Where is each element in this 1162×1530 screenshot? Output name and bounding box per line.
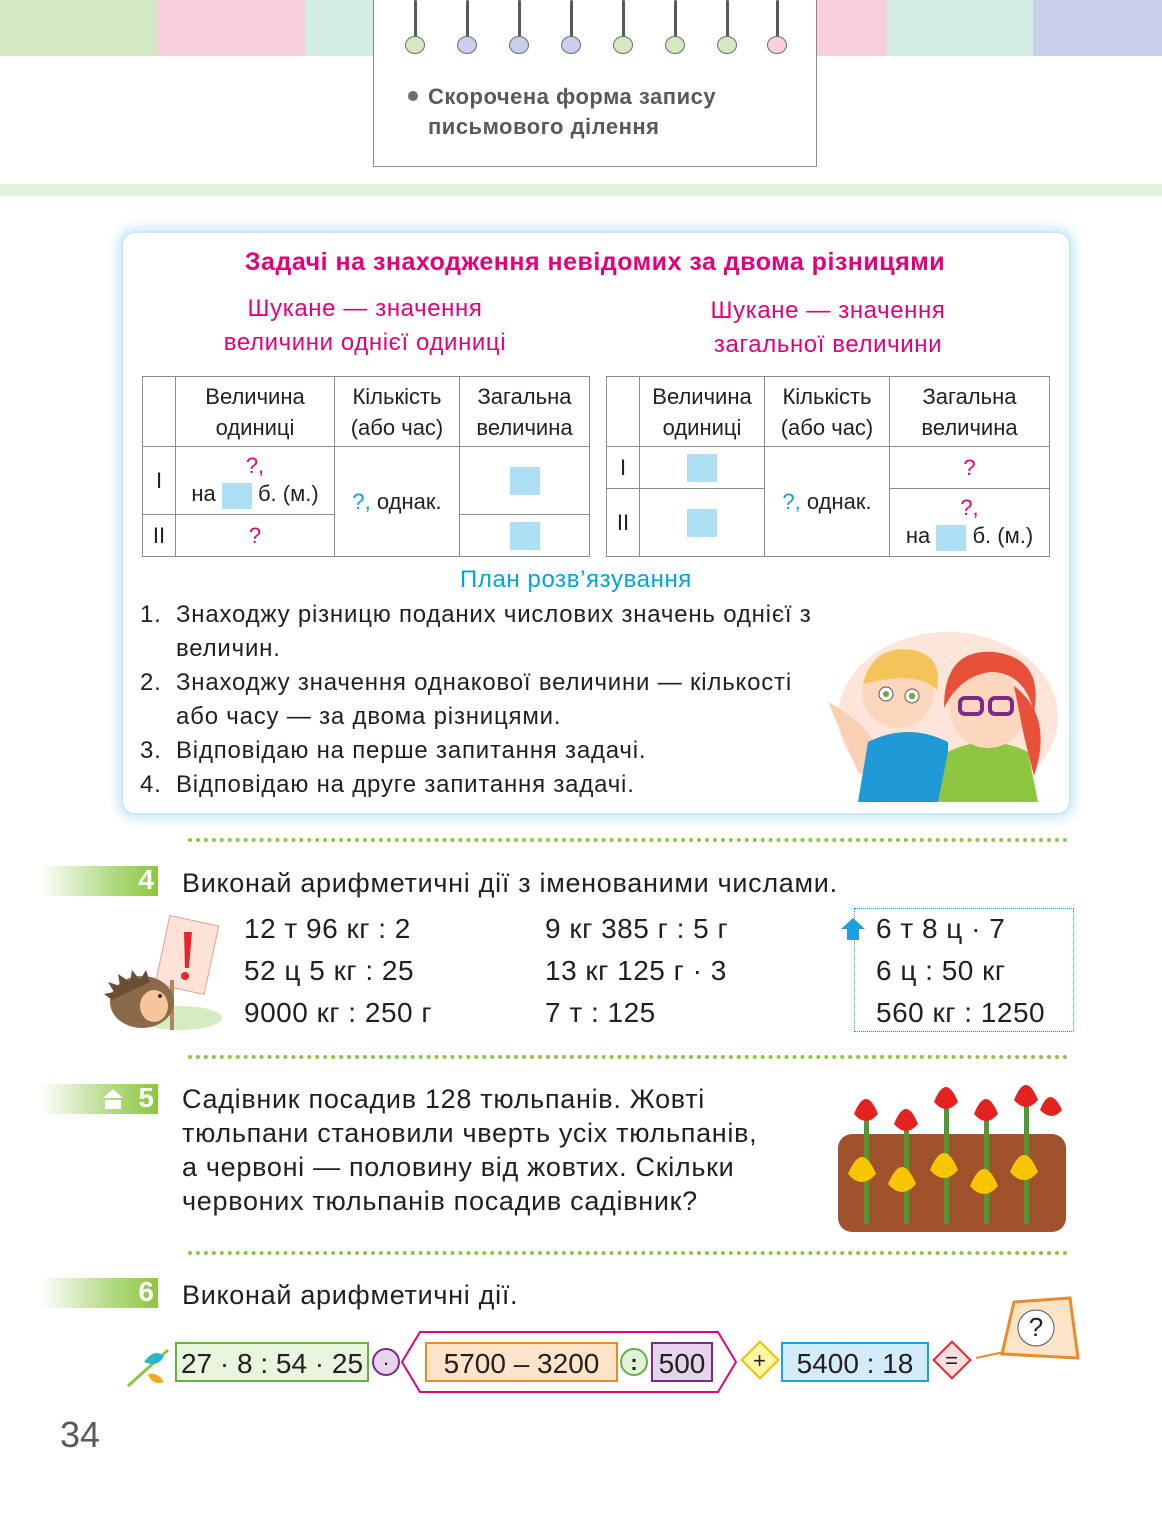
blank-square bbox=[687, 454, 717, 482]
blank-square bbox=[687, 509, 717, 537]
chain-operator-2: : bbox=[620, 1348, 648, 1376]
ex5-line: а червоні — половину від жовтих. Скільки bbox=[182, 1152, 735, 1182]
ring-icon bbox=[404, 0, 426, 60]
exercise-number-tab bbox=[40, 866, 158, 896]
page-number: 34 bbox=[60, 1414, 101, 1455]
ex5-line: тюльпани становили чверть усіх тюльпанів, bbox=[182, 1118, 758, 1148]
header-total: Загальна величина bbox=[890, 377, 1050, 447]
dotted-separator bbox=[188, 1055, 1068, 1059]
ring-icon bbox=[612, 0, 634, 60]
row1-total-cell bbox=[460, 447, 590, 515]
left-subtitle bbox=[150, 292, 580, 360]
topic-text bbox=[408, 82, 798, 142]
plan-item: 4. Відповідаю на друге запитання задачі. bbox=[140, 771, 635, 798]
calc-item: 13 кг 125 г · 3 bbox=[545, 955, 727, 986]
ex5-line: Садівник посадив 128 тюльпанів. Жовті bbox=[182, 1084, 706, 1114]
plan-item: 2. Знаходжу значення однакової величини — кількості або часу — за двома різницями. bbox=[140, 669, 792, 730]
row1-unit-cell bbox=[176, 447, 335, 515]
count-cell bbox=[335, 447, 460, 557]
count-text: однак. bbox=[806, 488, 872, 514]
header-band-1 bbox=[0, 0, 157, 56]
dotted-separator bbox=[188, 838, 1068, 842]
ring-icon bbox=[664, 0, 686, 60]
row2-total-cell bbox=[890, 489, 1050, 557]
topic-card bbox=[373, 0, 817, 167]
header-band-5 bbox=[815, 0, 887, 56]
header-band-6 bbox=[887, 0, 1033, 56]
calc-column-2 bbox=[545, 908, 728, 1034]
na-text: на bbox=[905, 523, 931, 549]
calc-item: 12 т 96 кг : 2 bbox=[244, 913, 411, 944]
calc-item: 560 кг : 1250 bbox=[876, 997, 1046, 1028]
hedgehog-sign-illustration bbox=[100, 910, 222, 1036]
bullet-icon bbox=[408, 91, 418, 101]
header-band-7 bbox=[1033, 0, 1162, 56]
chain-operator-4 bbox=[932, 1340, 972, 1380]
header-unit: Величина одиниці bbox=[640, 377, 765, 447]
plan-item: 3. Відповідаю на перше запитання задачі. bbox=[140, 737, 647, 764]
home-icon bbox=[102, 1088, 124, 1110]
topic-line-2: письмового ділення bbox=[428, 114, 660, 139]
calc-column-3 bbox=[876, 908, 1045, 1034]
row2-unit-cell: ? bbox=[176, 515, 335, 557]
b-m-text: б. (м.) bbox=[257, 481, 319, 507]
header-band-2 bbox=[157, 0, 305, 56]
row2-total-cell bbox=[460, 515, 590, 557]
question-mark: ?, bbox=[245, 453, 265, 479]
plan-item: 1. Знаходжу різницю поданих числових значень однієї з величин. bbox=[140, 601, 812, 662]
left-subtitle-line-1: Шукане — значення bbox=[247, 295, 483, 322]
right-subtitle-line-2: загальної величини bbox=[713, 331, 943, 358]
na-text: на bbox=[191, 481, 216, 507]
ex5-line: червоних тюльпанів посадив садівник? bbox=[182, 1186, 698, 1216]
count-cell bbox=[765, 447, 890, 557]
b-m-text: б. (м.) bbox=[972, 523, 1034, 549]
kite-tail-icon bbox=[124, 1340, 174, 1390]
header-total: Загальна величина bbox=[460, 377, 590, 447]
ring-icon bbox=[456, 0, 478, 60]
chain-operator-1: · bbox=[372, 1348, 400, 1376]
exercise-number: 6 bbox=[138, 1276, 154, 1307]
chain-operator-3 bbox=[740, 1340, 780, 1380]
plus-sign: + bbox=[752, 1347, 766, 1373]
right-table bbox=[606, 376, 1050, 557]
header-band-3 bbox=[305, 0, 375, 56]
header-divider bbox=[0, 184, 1162, 196]
ring-icon bbox=[766, 0, 788, 60]
row2-unit-cell bbox=[640, 489, 765, 557]
ring-icon bbox=[560, 0, 582, 60]
up-arrow-icon bbox=[840, 916, 866, 942]
exercise-number: 4 bbox=[138, 864, 154, 895]
row-label: I bbox=[607, 447, 640, 489]
right-subtitle bbox=[612, 294, 1044, 362]
question-mark: ?, bbox=[782, 488, 801, 514]
dotted-separator bbox=[188, 1251, 1068, 1255]
blank-square bbox=[936, 525, 966, 551]
ring-icon bbox=[508, 0, 530, 60]
exercise-number-tab bbox=[40, 1278, 158, 1308]
row-label: II bbox=[143, 515, 176, 557]
calc-item: 6 ц : 50 кг bbox=[876, 955, 1006, 986]
header-count: Кількість (або час) bbox=[335, 377, 460, 447]
left-subtitle-line-2: величини однієї одиниці bbox=[223, 329, 507, 356]
kite-question: ? bbox=[1028, 1312, 1044, 1342]
chain-box-3: 500 bbox=[651, 1342, 713, 1382]
topic-line-1: Скорочена форма запису bbox=[428, 84, 717, 109]
chain-box-2: 5700 – 3200 bbox=[425, 1342, 618, 1382]
equals-sign: = bbox=[944, 1347, 958, 1373]
question-mark: ?, bbox=[352, 488, 371, 514]
row1-unit-cell bbox=[640, 447, 765, 489]
row1-total-cell: ? bbox=[890, 447, 1050, 489]
exercise-number-tab bbox=[40, 1084, 158, 1114]
blank-square bbox=[510, 522, 540, 550]
header-count: Кількість (або час) bbox=[765, 377, 890, 447]
left-table bbox=[142, 376, 590, 557]
rule-title: Задачі на знаходження невідомих за двома різницями bbox=[244, 248, 946, 276]
tulips-illustration bbox=[834, 1074, 1070, 1236]
row-label: II bbox=[607, 489, 640, 557]
exercise-number: 5 bbox=[138, 1082, 154, 1113]
count-text: однак. bbox=[376, 488, 442, 514]
calc-column-1 bbox=[244, 908, 432, 1034]
exercise-4-text: Виконай арифметичні дії з іменованими числами. bbox=[182, 868, 838, 898]
chain-box-4: 5400 : 18 bbox=[781, 1342, 929, 1382]
header-unit: Величина одиниці bbox=[176, 377, 335, 447]
question-mark: ?, bbox=[960, 495, 979, 521]
calc-item: 9000 кг : 250 г bbox=[244, 997, 433, 1028]
chain-box-1: 27 · 8 : 54 · 25 bbox=[175, 1342, 369, 1382]
calc-item: 7 т : 125 bbox=[545, 997, 656, 1028]
calc-item: 9 кг 385 г : 5 г bbox=[545, 913, 729, 944]
right-subtitle-line-1: Шукане — значення bbox=[710, 297, 946, 324]
calc-item: 6 т 8 ц · 7 bbox=[876, 913, 1006, 944]
ring-icon bbox=[716, 0, 738, 60]
exercise-6-text: Виконай арифметичні дії. bbox=[182, 1280, 519, 1310]
blank-square bbox=[222, 483, 252, 509]
blank-square bbox=[510, 467, 540, 495]
row-label: I bbox=[143, 447, 176, 515]
children-illustration bbox=[808, 632, 1058, 802]
plan-list bbox=[140, 598, 856, 802]
plan-title: План розв’язування bbox=[460, 566, 692, 593]
exercise-5-text bbox=[182, 1082, 757, 1218]
calc-item: 52 ц 5 кг : 25 bbox=[244, 955, 415, 986]
